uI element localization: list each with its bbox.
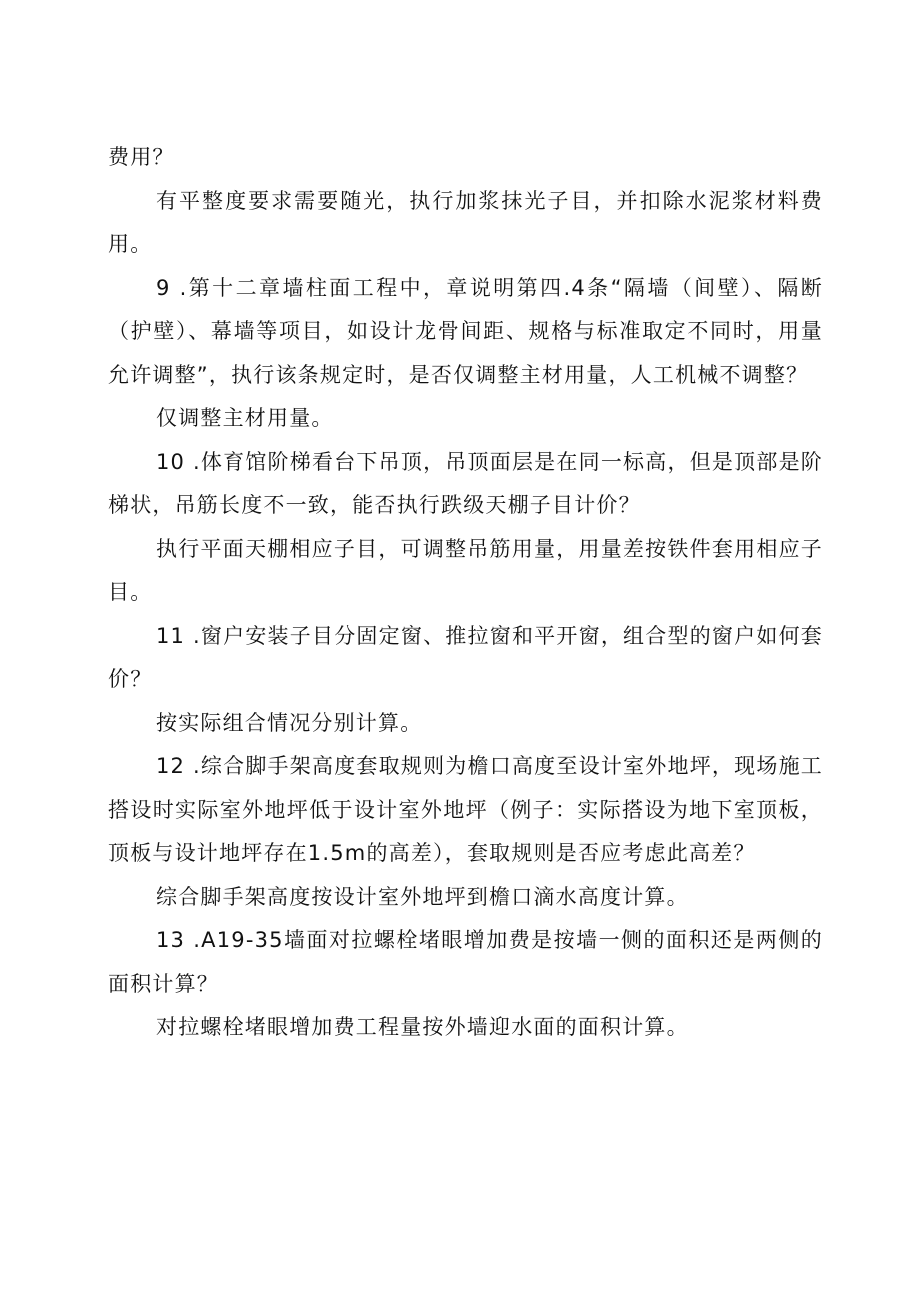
question-paragraph-11: 11 .窗户安装子目分固定窗、推拉窗和平开窗，组合型的窗户如何套价？ xyxy=(108,623,823,691)
document-body xyxy=(108,136,823,1050)
answer-paragraph-11: 按实际组合情况分别计算。 xyxy=(156,710,423,735)
question-paragraph-9: 9 .第十二章墙柱面工程中，章说明第四.4条“隔墙（间壁）、隔断（护壁）、幕墙等项目，如设计龙骨间距、规格与标准取定不同时，用量允许调整”，执行该条规定时，是否仅调整主材用量，人工机械不调整？ xyxy=(108,275,823,387)
question-paragraph-13: 13 .A19-35墙面对拉螺栓堵眼增加费是按墙一侧的面积还是两侧的面积计算？ xyxy=(108,928,823,996)
answer-paragraph-13: 对拉螺栓堵眼增加费工程量按外墙迎水面的面积计算。 xyxy=(156,1015,689,1039)
answer-paragraph: 有平整度要求需要随光，执行加浆抹光子目，并扣除水泥浆材料费用。 xyxy=(108,188,823,256)
answer-paragraph-12: 综合脚手架高度按设计室外地坪到檐口滴水高度计算。 xyxy=(156,884,689,909)
question-paragraph-12: 12 .综合脚手架高度套取规则为檐口高度至设计室外地坪，现场施工搭设时实际室外地坪低于设计室外地坪（例子：实际搭设为地下室顶板，顶板与设计地坪存在1.5m的高差），套取规则是否应考虑此高差？ xyxy=(108,754,823,865)
paragraph-continuation: 费用？ xyxy=(108,145,175,169)
answer-paragraph-10: 执行平面天棚相应子目，可调整吊筋用量，用量差按铁件套用相应子目。 xyxy=(108,536,823,604)
answer-paragraph-9: 仅调整主材用量。 xyxy=(156,406,334,430)
question-paragraph-10: 10 .体育馆阶梯看台下吊顶，吊顶面层是在同一标高，但是顶部是阶梯状，吊筋长度不一致，能否执行跌级天棚子目计价？ xyxy=(108,449,823,517)
